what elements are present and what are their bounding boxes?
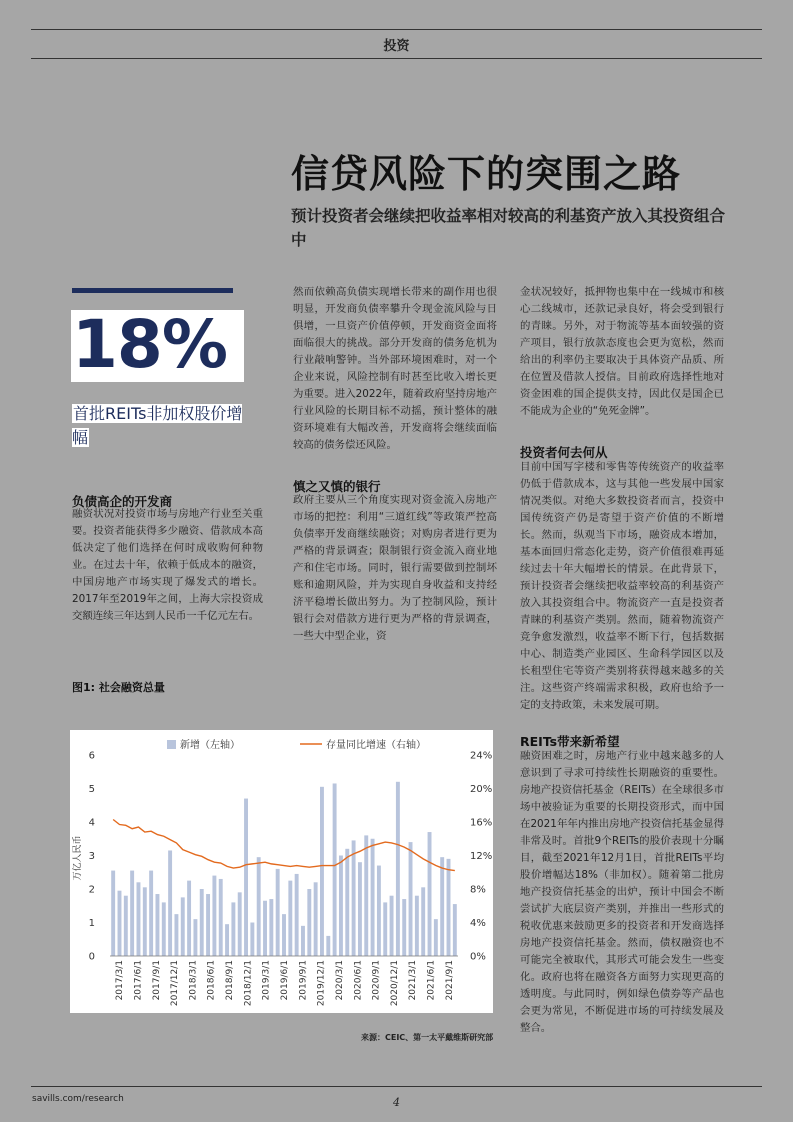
bar bbox=[168, 850, 172, 956]
bar bbox=[301, 926, 305, 956]
col2-heading: 慎之又慎的银行 bbox=[293, 479, 381, 494]
y-axis-right bbox=[470, 751, 492, 963]
bar bbox=[118, 891, 122, 956]
stat-caption bbox=[72, 402, 244, 450]
figure-title: 图1: 社会融资总量 bbox=[72, 681, 165, 694]
bar bbox=[250, 923, 254, 957]
x-tick-label: 2020/3/1 bbox=[334, 960, 345, 1001]
bar bbox=[326, 936, 330, 956]
bar bbox=[244, 799, 248, 956]
x-tick-label: 2018/9/1 bbox=[225, 960, 236, 1001]
bar bbox=[257, 857, 261, 956]
bar bbox=[295, 874, 299, 956]
bar bbox=[377, 866, 381, 956]
bar bbox=[130, 871, 134, 956]
stat-accent-bar bbox=[72, 288, 233, 293]
bar bbox=[263, 901, 267, 956]
bar bbox=[390, 896, 394, 956]
y-right-tick-label: 8% bbox=[470, 884, 486, 896]
col3-paragraph-1: 金状况较好，抵押物也集中在一线城市和核心二线城市，还款记录良好，将会受到银行的青睐。另外，对于物流等基本面较强的资产项目，银行放款态度也会更为宽松，然而给出的利率仍主要取决于具体资产品质、所在位置及借款人授信。目前政府选择性地对资金困难的国企提供支持，因此仅是国企已不能成为企业的“免死金牌”。 bbox=[520, 286, 724, 417]
col2-paragraph-2: 政府主要从三个角度实现对资金流入房地产市场的把控：利用“三道红线”等政策严控高负债率开发商继续融资；对购房者进行更为严格的背景调查；限制银行资金流入商业地产和住宅市场。同时，银行需要做到控制坏账和逾期风险，并为实现自身收益和支持经济平稳增长做出努力。为了控制风险，预计银行会对借款方进行更为严格的背景调查，一些大中型企业，资 bbox=[293, 494, 497, 642]
y-axis-left bbox=[89, 751, 95, 963]
bar bbox=[282, 914, 286, 956]
x-tick-label: 2019/9/1 bbox=[298, 960, 309, 1001]
col3-paragraph-2: 目前中国写字楼和零售等传统资产的收益率仍低于借款成本，这与其他一些发展中国家情况类似。对绝大多数投资者而言，投资中国传统资产仍是寄望于资产价值的不断增长。然而，纵观当下市场，融资成本增加，基本面回归常态化走势，资产价值很难再延续过去十年大幅增长的情景。在此背景下，预计投资者会继续把收益率较高的利基资产放入其投资组合中。物流资产一直是投资者青睐的利基资产类别。然而，随着物流资产竞争愈发激烈，收益率不断下行，包括数据中心、制造类产业园区、生命科学园区以及长租型住宅等资产类别将获得越来越多的关注。这些资产终端需求积极，政府也给予一定的支持政策，未来发展可期。 bbox=[520, 461, 724, 711]
bar bbox=[364, 835, 368, 956]
bar bbox=[231, 902, 235, 956]
growth-line bbox=[113, 819, 455, 870]
x-tick-label: 2020/6/1 bbox=[353, 960, 364, 1001]
bar bbox=[421, 887, 425, 956]
x-tick-label: 2018/3/1 bbox=[188, 960, 199, 1001]
bar bbox=[434, 919, 438, 956]
bar bbox=[358, 862, 362, 956]
y-left-tick-label: 0 bbox=[88, 951, 95, 963]
bar bbox=[219, 879, 223, 956]
y-right-tick-label: 12% bbox=[470, 851, 493, 862]
x-tick-label: 2017/6/1 bbox=[133, 960, 144, 1001]
bar bbox=[320, 787, 324, 956]
col3-paragraph-3: 融资困难之时，房地产行业中越来越多的人意识到了寻求可持续性长期融资的重要性。房地产投资信托基金（REITs）在全球很多市场中被验证为重要的长期投资形式，而中国在2021年年内推出房地产投资信托基金显得非常及时。首批9个REITs的股价表现十分瞩目，截至2021年12月1日，首批REITs平均股价增幅达18%（非加权）。随着第二批房地产投资信托基金的出炉，预计中国会不断尝试扩大底层资产类别，并推出一些形式的税收优惠来鼓励更多的投资者和开发商选择房地产投资信托基金。然而，债权融资也不可能完全被取代，其形式可能会发生一些变化。政府也将在融资各方面努力实现更高的透明度。与此同时，例如绿色债券等产品也会更为常见，不断促进市场的可持续发展及整合。 bbox=[520, 750, 724, 1034]
y-right-tick-label: 4% bbox=[470, 918, 486, 929]
bar bbox=[333, 783, 337, 956]
bar bbox=[162, 902, 166, 956]
bar bbox=[314, 882, 318, 956]
col3-heading-2: REITs带来新希望 bbox=[520, 734, 620, 749]
x-tick-label: 2018/12/1 bbox=[243, 960, 254, 1007]
bar bbox=[174, 914, 178, 956]
y-left-tick-label: 3 bbox=[88, 851, 95, 862]
article-title: 信贷风险下的突围之路 bbox=[291, 152, 682, 196]
x-tick-label: 2019/3/1 bbox=[261, 960, 272, 1001]
bar bbox=[288, 881, 292, 956]
y-left-tick-label: 4 bbox=[88, 817, 95, 829]
x-tick-label: 2017/9/1 bbox=[151, 960, 162, 1001]
bar bbox=[352, 840, 356, 956]
x-tick-label: 2017/3/1 bbox=[115, 960, 126, 1001]
y-left-tick-label: 2 bbox=[88, 884, 95, 896]
header-top-rule bbox=[31, 29, 762, 30]
bar bbox=[143, 887, 147, 956]
col1-heading: 负债高企的开发商 bbox=[72, 494, 173, 509]
stat-caption-text: 首批REITs非加权股价增幅 bbox=[72, 404, 243, 447]
x-tick-label: 2021/9/1 bbox=[444, 960, 455, 1001]
y-left-tick-label: 6 bbox=[88, 750, 95, 762]
bar bbox=[453, 904, 457, 956]
bar bbox=[200, 889, 204, 956]
bar bbox=[269, 899, 273, 956]
y-right-tick-label: 0% bbox=[470, 951, 486, 963]
legend-bar-label: 新增（左轴） bbox=[180, 740, 240, 751]
article-subtitle: 预计投资者会继续把收益率相对较高的利基资产放入其投资组合中 bbox=[291, 207, 726, 249]
y-left-tick-label: 1 bbox=[88, 918, 95, 929]
legend-line-label: 存量同比增速（右轴） bbox=[326, 740, 426, 751]
bar bbox=[137, 882, 141, 956]
y-right-tick-label: 16% bbox=[470, 817, 493, 829]
bar bbox=[149, 871, 153, 956]
bar bbox=[111, 871, 115, 956]
bar-series bbox=[111, 782, 457, 956]
x-tick-label: 2020/9/1 bbox=[371, 960, 382, 1001]
x-tick-label: 2021/6/1 bbox=[426, 960, 437, 1001]
bar bbox=[307, 889, 311, 956]
bar bbox=[447, 859, 451, 956]
y-left-tick-label: 5 bbox=[88, 784, 95, 795]
footer-rule bbox=[31, 1086, 762, 1087]
bar bbox=[193, 919, 197, 956]
bar bbox=[155, 894, 159, 956]
x-tick-label: 2019/12/1 bbox=[316, 960, 327, 1007]
chart-container bbox=[70, 730, 493, 1013]
y-right-tick-label: 24% bbox=[470, 750, 493, 762]
y-right-tick-label: 20% bbox=[470, 784, 493, 795]
bar bbox=[124, 896, 128, 956]
bar bbox=[276, 869, 280, 956]
x-axis-labels bbox=[115, 960, 455, 1006]
x-tick-label: 2020/12/1 bbox=[389, 960, 400, 1007]
col1-body: 融资状况对投资市场与房地产行业至关重要。投资者能获得多少融资、借款成本高低决定了他们选择在何时成收购何种物业。在过去十年，依赖于低成本的融资，中国房地产市场实现了爆发式的增长。2017年至2019年之间，上海大宗投资成交额连续三年达到人民币一千亿元左右。 bbox=[72, 508, 263, 622]
bar bbox=[345, 849, 349, 956]
x-tick-label: 2018/6/1 bbox=[206, 960, 217, 1001]
bar bbox=[415, 896, 419, 956]
page-number: 4 bbox=[393, 1096, 400, 1109]
section-label: 投资 bbox=[383, 39, 410, 54]
x-tick-label: 2021/3/1 bbox=[408, 960, 419, 1001]
bar bbox=[396, 782, 400, 956]
header-bottom-rule bbox=[31, 58, 762, 59]
footer-site-link[interactable]: savills.com/research bbox=[32, 1094, 124, 1104]
bar bbox=[225, 924, 229, 956]
y-axis-title: 万亿人民币 bbox=[73, 835, 83, 881]
bar bbox=[440, 857, 444, 956]
bar bbox=[339, 856, 343, 957]
bar bbox=[181, 897, 185, 956]
bar bbox=[212, 876, 216, 956]
bar bbox=[206, 894, 210, 956]
col3-heading-1: 投资者何去何从 bbox=[520, 445, 608, 460]
chart-svg bbox=[70, 730, 493, 1013]
bar bbox=[402, 899, 406, 956]
bar bbox=[383, 902, 387, 956]
bar bbox=[409, 842, 413, 956]
bar bbox=[371, 839, 375, 956]
x-tick-label: 2019/6/1 bbox=[280, 960, 290, 1001]
bar bbox=[187, 881, 191, 956]
chart-legend bbox=[167, 738, 426, 751]
legend-bar-swatch bbox=[167, 740, 176, 749]
x-tick-label: 2017/12/1 bbox=[170, 960, 181, 1007]
stat-value: 18% bbox=[72, 306, 227, 383]
figure-source: 来源：CEIC、第一太平戴维斯研究部 bbox=[361, 1033, 494, 1042]
bar bbox=[428, 832, 432, 956]
bar bbox=[238, 892, 242, 956]
col2-paragraph-1: 然而依赖高负债实现增长带来的副作用也很明显，开发商负债率攀升令现金流风险与日俱增，一旦资产价值停顿，开发商资金面将面临很大的挑战。部分开发商的债务危机为行业敲响警钟。当外部环境困难时，对一个企业来说，风险控制有时甚至比收入增长更为重要。进入2022年，随着政府坚持房地产行业风险的长期目标不动摇，预计整体的融资环境难有大幅改善，开发商将会继续面临较高的债务偿还风险。 bbox=[293, 286, 497, 451]
